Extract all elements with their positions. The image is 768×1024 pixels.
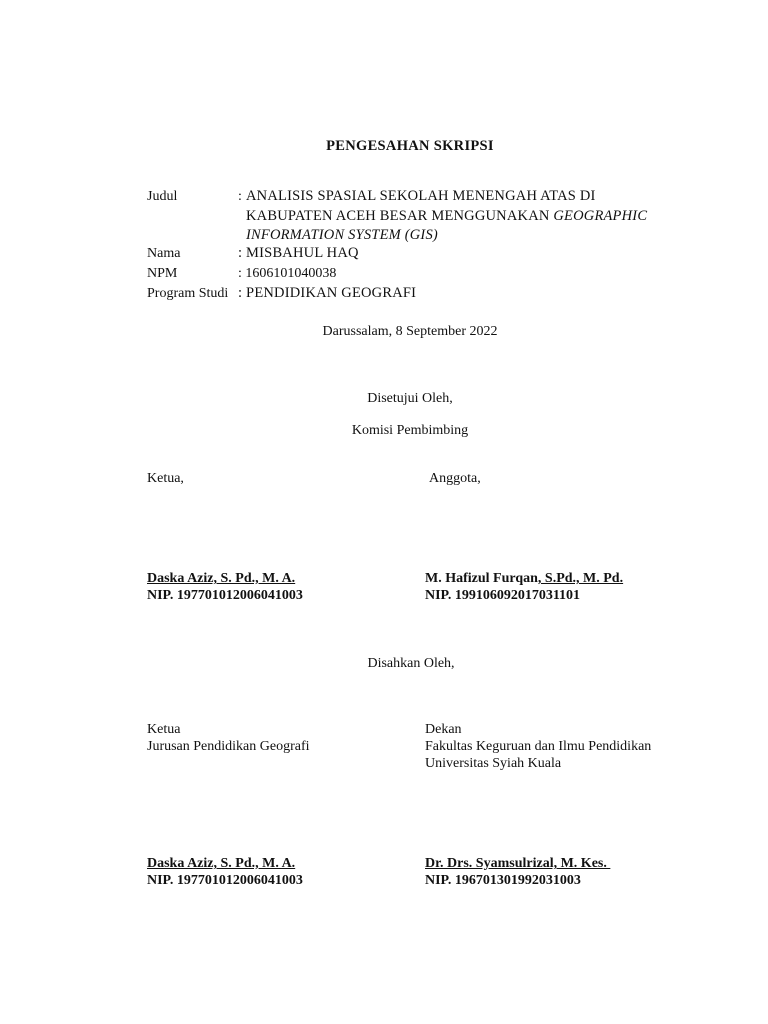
approved-by: Disetujui Oleh, (367, 391, 453, 406)
judul-label: Judul (147, 189, 178, 204)
supervisor-2-name (425, 571, 623, 587)
npm-value: : 1606101040038 (238, 266, 337, 281)
page-title: PENGESAHAN SKRIPSI (326, 138, 494, 154)
judul-line-1: ANALISIS SPASIAL SEKOLAH MENENGAH ATAS DI (246, 188, 596, 204)
right-office-line-3: Universitas Syiah Kuala (425, 756, 562, 771)
right-office-line-1: Dekan (425, 722, 462, 737)
prodi-value: : PENDIDIKAN GEOGRAFI (238, 285, 417, 301)
supervisor-1-name: Daska Aziz, S. Pd., M. A. (147, 571, 296, 586)
supervisor-1-nip: NIP. 197701012006041003 (147, 588, 303, 603)
anggota-label: Anggota, (429, 471, 481, 486)
judul-colon: : (238, 189, 242, 204)
judul-line-2-normal: KABUPATEN ACEH BESAR MENGGUNAKAN (246, 208, 554, 224)
judul-line-2 (246, 208, 647, 225)
nama-value: : MISBAHUL HAQ (238, 245, 359, 261)
signatory-2-name: Dr. Drs. Syamsulrizal, M. Kes. (425, 856, 611, 871)
supervisor-2-name-part1: M. Hafizul Furqan (425, 571, 538, 586)
ratified-by: Disahkan Oleh, (367, 656, 455, 671)
ketua-label: Ketua, (147, 471, 184, 486)
judul-line-2-italic: GEOGRAPHIC (553, 208, 648, 224)
prodi-label: Program Studi (147, 286, 229, 301)
signatory-2-nip: NIP. 196701301992031003 (425, 873, 581, 888)
nama-label: Nama (147, 246, 181, 261)
left-office-line-2: Jurusan Pendidikan Geografi (147, 739, 310, 754)
committee-label: Komisi Pembimbing (351, 423, 469, 438)
supervisor-2-name-part2: , S.Pd., M. Pd. (537, 571, 624, 586)
left-office-line-1: Ketua (147, 722, 181, 737)
signatory-1-nip: NIP. 197701012006041003 (147, 873, 303, 888)
supervisor-2-nip: NIP. 199106092017031101 (425, 588, 581, 603)
npm-label: NPM (147, 266, 178, 281)
place-date: Darussalam, 8 September 2022 (322, 324, 498, 339)
signatory-1-name: Daska Aziz, S. Pd., M. A. (147, 856, 296, 871)
judul-line-3: INFORMATION SYSTEM (GIS) (246, 227, 438, 243)
right-office-line-2: Fakultas Keguruan dan Ilmu Pendidikan (425, 739, 652, 754)
